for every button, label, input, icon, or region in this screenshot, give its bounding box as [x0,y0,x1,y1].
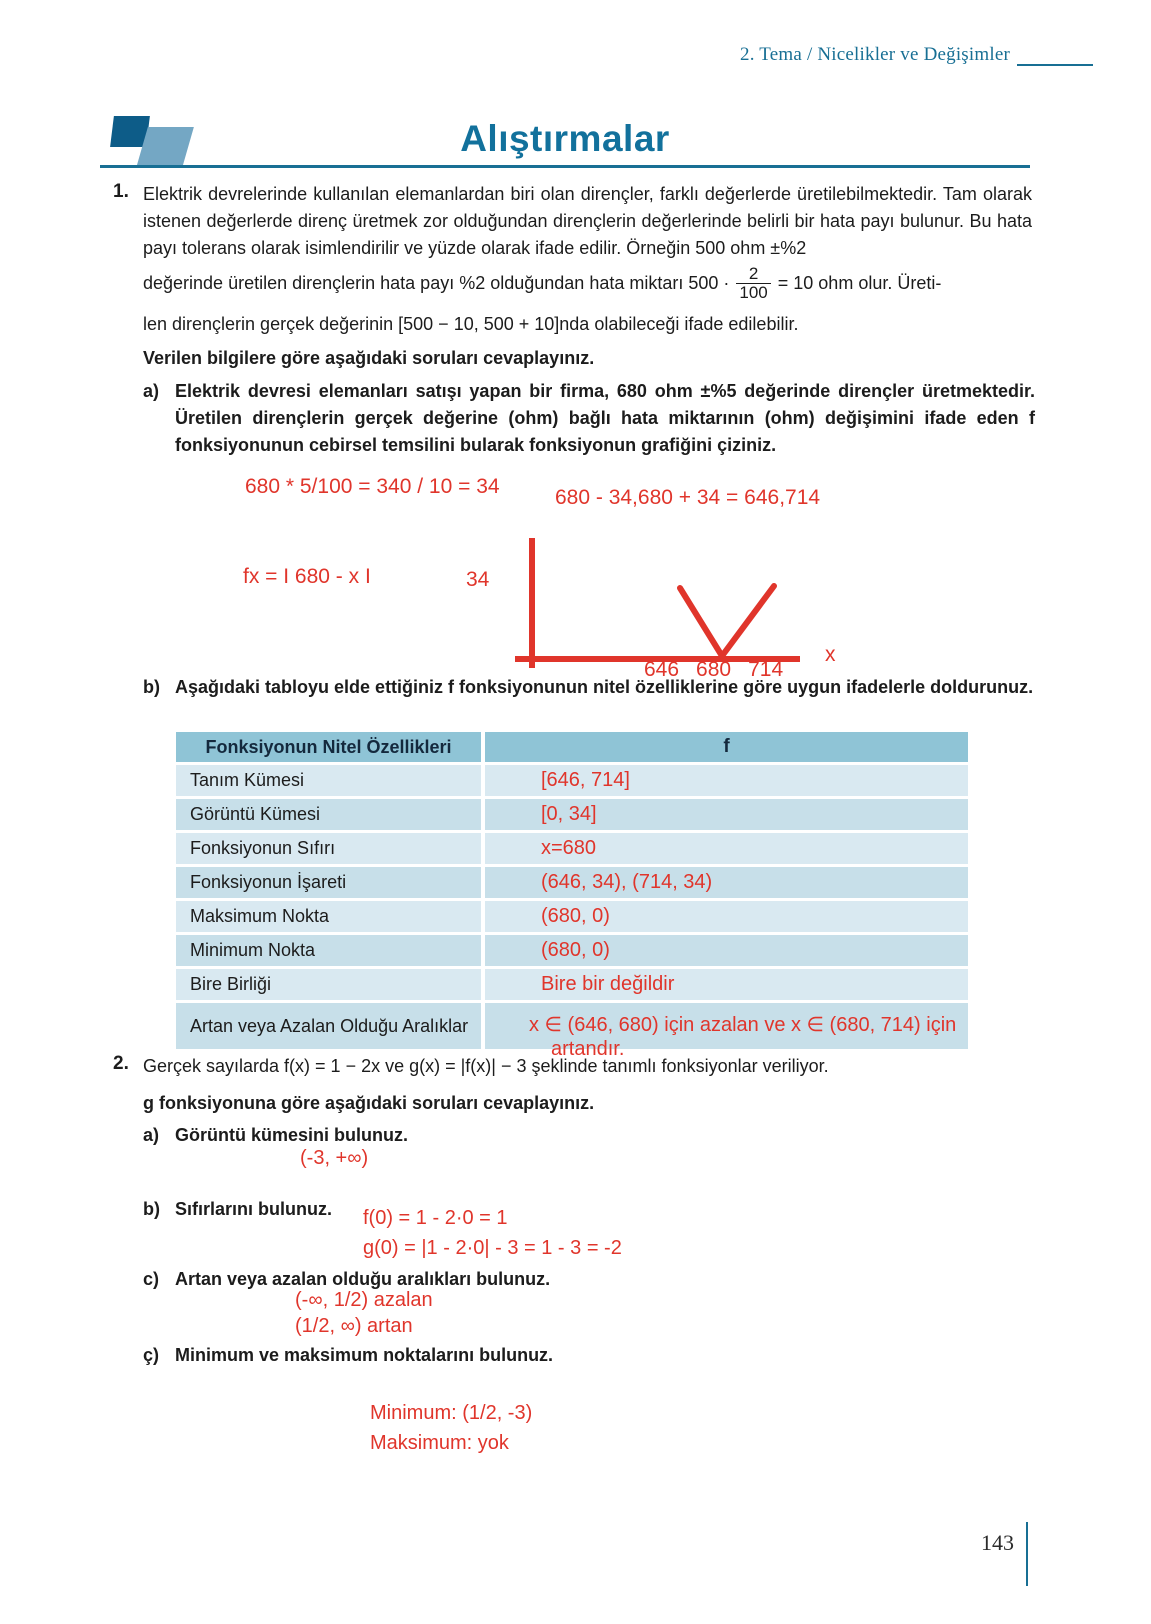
question-1-intro: Elektrik devrelerinde kullanılan elemanlardan biri olan dirençler, farklı değerlerde üretilebilmektedir. Tam olarak istenen değerlerde direnç üretmek zor olduğundan dirençlerin değerlerinde belirli bir hata payı bulunur. Bu hata payı tolerans olarak isimlendirilir ve yüzde olarak ifade edilir. Örneğin 500 ohm ±%2 [143,184,1032,258]
item-d-label: ç) [143,1345,160,1365]
table-row [176,969,968,1000]
x-tick-646: 646 [644,658,680,681]
question-1-fraction-line [143,258,941,308]
fraction-line-pre: değerinde üretilen dirençlerin hata payı %2 olduğundan hata miktarı 500 · [143,272,730,293]
handwritten-formula: fx = I 680 - x I [243,565,371,588]
item-b-text: Aşağıdaki tabloyu elde ettiğiniz f fonksiyonunun nitel özelliklerine göre uygun ifadelerle doldurunuz. [175,677,1034,697]
item-b-label: b) [143,1199,160,1219]
table-row-label: Minimum Nokta [176,935,481,966]
question-2-number: 2. [113,1053,129,1074]
fraction-denominator: 100 [736,283,770,302]
item-a-label: a) [143,1125,160,1145]
item-d-answer-2: Maksimum: yok [370,1432,509,1454]
question-1-intro-end: len dirençlerin gerçek değerinin [500 − 10, 500 + 10]nda olabileceği ifade edilebilir. [143,314,799,334]
question-2-item-d [143,1342,1035,1369]
question-1-item-a [143,378,1035,459]
fraction-line-post: = 10 ohm olur. Üreti- [777,272,942,293]
table-overflow-answer: artandır. [551,1038,625,1060]
handwritten-calc-1: 680 * 5/100 = 340 / 10 = 34 [245,475,500,498]
table-header-row [176,732,968,762]
question-2-item-b [143,1196,1035,1223]
question-1-prompt: Verilen bilgilere göre aşağıdaki soruları cevaplayınız. [143,348,595,368]
table-row-value: (680, 0) [485,935,968,966]
question-2-prompt: g fonksiyonuna göre aşağıdaki soruları cevaplayınız. [143,1093,595,1113]
breadcrumb-rule [1017,64,1093,66]
table-row [176,935,968,966]
question-2-intro: Gerçek sayılarda f(x) = 1 − 2x ve g(x) = |f(x)| − 3 şeklinde tanımlı fonksiyonlar veriliyor. [143,1056,829,1076]
table-row [176,833,968,864]
table-row-value: (646, 34), (714, 34) [485,867,968,898]
fraction [736,265,770,302]
table-row-value: x ∈ (646, 680) için azalan ve x ∈ (680, 714) için [485,1003,968,1049]
table-header-f: f [485,732,968,762]
table-row-value: [646, 714] [485,765,968,796]
page-number: 143 [981,1530,1014,1555]
page-title: Alıştırmalar [460,118,670,159]
question-2-item-a [143,1122,1035,1149]
x-tick-680: 680 [696,658,732,681]
table-row-value: x=680 [485,833,968,864]
page-number-rule [1026,1522,1028,1586]
item-b-answer-1: f(0) = 1 - 2·0 = 1 [363,1207,508,1229]
item-c-text: Artan veya azalan olduğu aralıkları bulunuz. [175,1269,551,1289]
table-row [176,765,968,796]
question-1-number: 1. [113,181,129,202]
qualitative-properties-table [176,732,968,1052]
breadcrumb: 2. Tema / Nicelikler ve Değişimler [740,44,1010,65]
table-row [176,867,968,898]
table-row [176,799,968,830]
item-d-answer-1: Minimum: (1/2, -3) [370,1402,533,1424]
table-row-value: Bire bir değildir [485,969,968,1000]
item-a-text: Elektrik devresi elemanları satışı yapan bir firma, 680 ohm ±%5 değerinde dirençler üretmektedir. Üretilen dirençlerin gerçek değerine (ohm) bağlı hata miktarının (ohm) değişimini ifade eden f fonksiyonunun cebirsel temsilini bularak fonksiyonun grafiğini çiziniz. [175,381,1035,455]
item-a-label: a) [143,381,160,401]
item-a-text: Görüntü kümesini bulunuz. [175,1125,408,1145]
item-b-label: b) [143,677,160,697]
x-axis-label: x [825,643,836,666]
fraction-numerator: 2 [748,263,759,283]
table-row [176,901,968,932]
table-row-label: Görüntü Kümesi [176,799,481,830]
table-row-label: Artan veya Azalan Olduğu Aralıklar [176,1003,481,1049]
x-tick-714: 714 [748,658,784,681]
table-row-label: Fonksiyonun Sıfırı [176,833,481,864]
table-row-label: Bire Birliği [176,969,481,1000]
title-rule [100,165,1030,168]
item-a-answer: (-3, +∞) [300,1147,369,1169]
handwritten-calc-2: 680 - 34,680 + 34 = 646,714 [555,486,821,509]
question-1-item-b [143,674,1035,701]
table-row-label: Maksimum Nokta [176,901,481,932]
item-c-label: c) [143,1269,160,1289]
item-d-text: Minimum ve maksimum noktalarını bulunuz. [175,1345,554,1365]
v-shaped-curve [680,586,774,656]
table-row-label: Fonksiyonun İşareti [176,867,481,898]
table-row-value: [0, 34] [485,799,968,830]
item-b-text: Sıfırlarını bulunuz. [175,1199,332,1219]
table-row-value: (680, 0) [485,901,968,932]
question-2-item-c [143,1266,1035,1293]
item-c-answer-1: (-∞, 1/2) azalan [295,1289,433,1311]
y-axis-value: 34 [466,568,490,591]
table-row-label: Tanım Kümesi [176,765,481,796]
table-header-properties: Fonksiyonun Nitel Özellikleri [176,732,481,762]
item-b-answer-2: g(0) = |1 - 2·0| - 3 = 1 - 3 = -2 [363,1237,622,1259]
item-c-answer-2: (1/2, ∞) artan [295,1315,413,1337]
